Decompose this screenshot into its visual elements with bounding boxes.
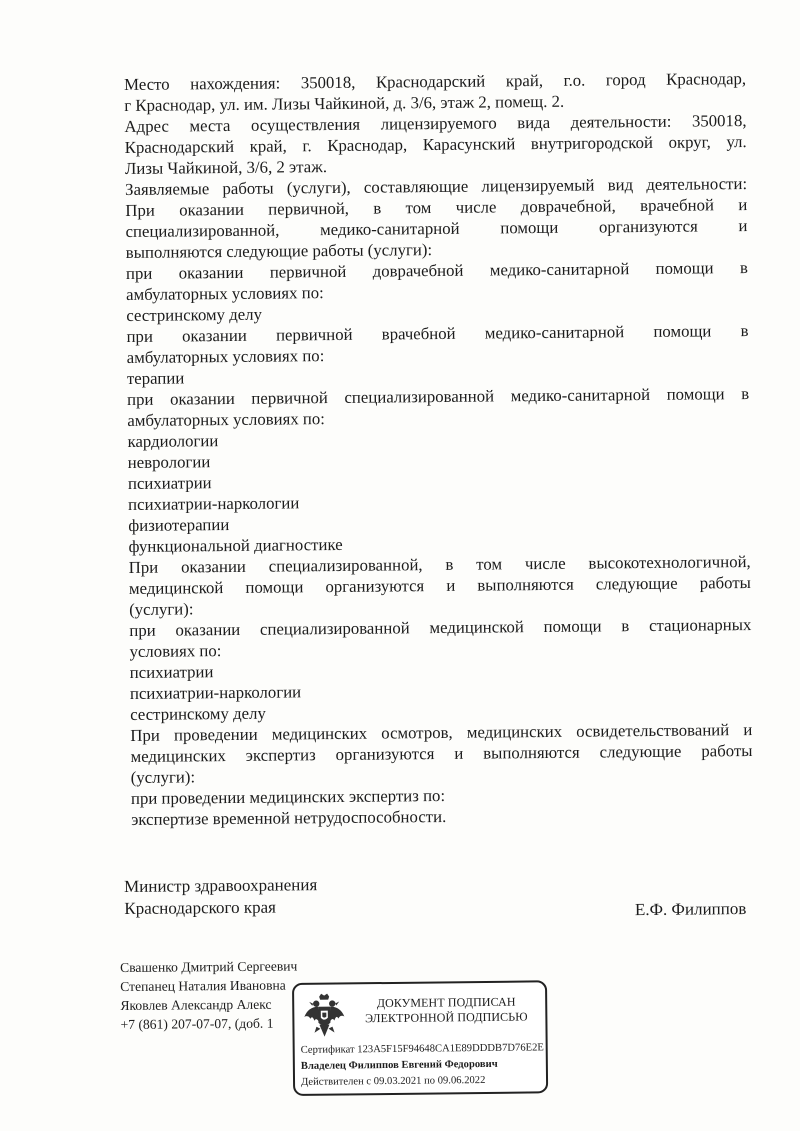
signer-name: Е.Ф. Филиппов bbox=[634, 899, 747, 920]
text-line: Краснодарский край, г. Краснодар, Карасунский внутригородской округ, ул. bbox=[124, 132, 747, 157]
text-line: амбулаторных условиях по: bbox=[126, 283, 324, 304]
text-line: терапии bbox=[126, 368, 185, 388]
text-line: при проведении медицинских экспертиз по: bbox=[130, 785, 446, 808]
electronic-signature-stamp bbox=[292, 980, 548, 1096]
text-line: функциональной диагностике bbox=[128, 534, 343, 556]
text-line: условиях по: bbox=[129, 641, 222, 661]
text-line: сестринскому делу bbox=[130, 703, 266, 724]
executor-line: Яковлев Александр Алекс bbox=[120, 996, 272, 1013]
text-line: выполняются следующие работы (услуги): bbox=[125, 240, 433, 262]
signer-position-line2: Краснодарского края bbox=[124, 897, 277, 918]
stamp-details bbox=[301, 1040, 546, 1091]
text-line: при оказании специализированной медицинской помощи в стационарных bbox=[129, 615, 752, 640]
signature-block bbox=[124, 870, 746, 920]
text-line: экспертизе временной нетрудоспособности. bbox=[131, 806, 447, 829]
executor-line: +7 (861) 207-07-07, (доб. 1 bbox=[120, 1015, 274, 1032]
text-line: медицинских экспертиз организуются и выполняются следующие работы bbox=[130, 740, 753, 766]
text-line: Заявляемые работы (услуги), составляющие лицензируемый вид деятельности: bbox=[125, 174, 748, 199]
text-line: При оказании специализированной, в том числе высокотехнологичной, bbox=[128, 552, 751, 577]
certificate-validity: Действителен с 09.03.2021 по 09.06.2022 bbox=[300, 1074, 486, 1088]
executor-block bbox=[120, 956, 321, 1034]
text-line: амбулаторных условиях по: bbox=[127, 409, 326, 430]
text-line: сестринскому делу bbox=[126, 304, 263, 325]
text-line: При оказании первичной, в том числе доврачебной, врачебной и bbox=[125, 195, 748, 220]
text-line: (услуги): bbox=[130, 767, 196, 787]
text-line: неврологии bbox=[127, 452, 211, 472]
signer-position-line1: Министр здравоохранения bbox=[124, 875, 318, 896]
text-line: г Краснодар, ул. им. Лизы Чайкиной, д. 3/6, этаж 2, помещ. 2. bbox=[124, 91, 565, 115]
stamp-title bbox=[352, 994, 540, 1026]
coat-of-arms-icon bbox=[302, 992, 347, 1040]
text-line: при оказании первичной доврачебной медико-санитарной помощи в bbox=[125, 258, 748, 283]
certificate-number: Сертификат 123A5F15F94648CA1E89DDDB7D76E2E bbox=[300, 1042, 544, 1056]
text-line: психиатрии-наркологии bbox=[129, 682, 302, 703]
executor-line: Свашенко Дмитрий Сергеевич bbox=[120, 958, 298, 975]
text-line: психиатрии-наркологии bbox=[128, 493, 300, 514]
stamp-title-line2: ЭЛЕКТРОННОЙ ПОДПИСЬЮ bbox=[364, 1009, 528, 1026]
text-line: При проведении медицинских осмотров, медицинских освидетельствований и bbox=[130, 719, 753, 745]
text-line: медицинской помощи организуются и выполняются следующие работы bbox=[128, 573, 752, 598]
certificate-owner: Владелец Филиппов Евгений Федорович bbox=[300, 1058, 498, 1072]
text-line: Место нахождения: 350018, Краснодарский край, г.о. город Краснодар, bbox=[124, 69, 747, 94]
text-line: амбулаторных условиях по: bbox=[126, 346, 325, 367]
text-line: при оказании первичной специализированной медико-санитарной помощи в bbox=[127, 384, 750, 409]
text-line: физиотерапии bbox=[128, 515, 230, 535]
text-line: (услуги): bbox=[129, 599, 194, 619]
text-line: Лизы Чайкиной, 3/6, 2 этаж. bbox=[124, 157, 328, 178]
text-line: Адрес места осуществления лицензируемого вида деятельности: 350018, bbox=[124, 111, 747, 136]
stamp-title-line1: ДОКУМЕНТ ПОДПИСАН bbox=[376, 994, 516, 1011]
text-line: кардиологии bbox=[127, 431, 219, 451]
text-line: при оказании первичной врачебной медико-санитарной помощи в bbox=[126, 321, 749, 346]
text-line: специализированной, медико-санитарной помощи организуются и bbox=[125, 216, 748, 241]
executor-line: Степанец Наталия Ивановна bbox=[120, 977, 286, 994]
document-body bbox=[124, 68, 753, 830]
text-line: психиатрии bbox=[127, 473, 212, 493]
text-line: психиатрии bbox=[129, 662, 214, 682]
